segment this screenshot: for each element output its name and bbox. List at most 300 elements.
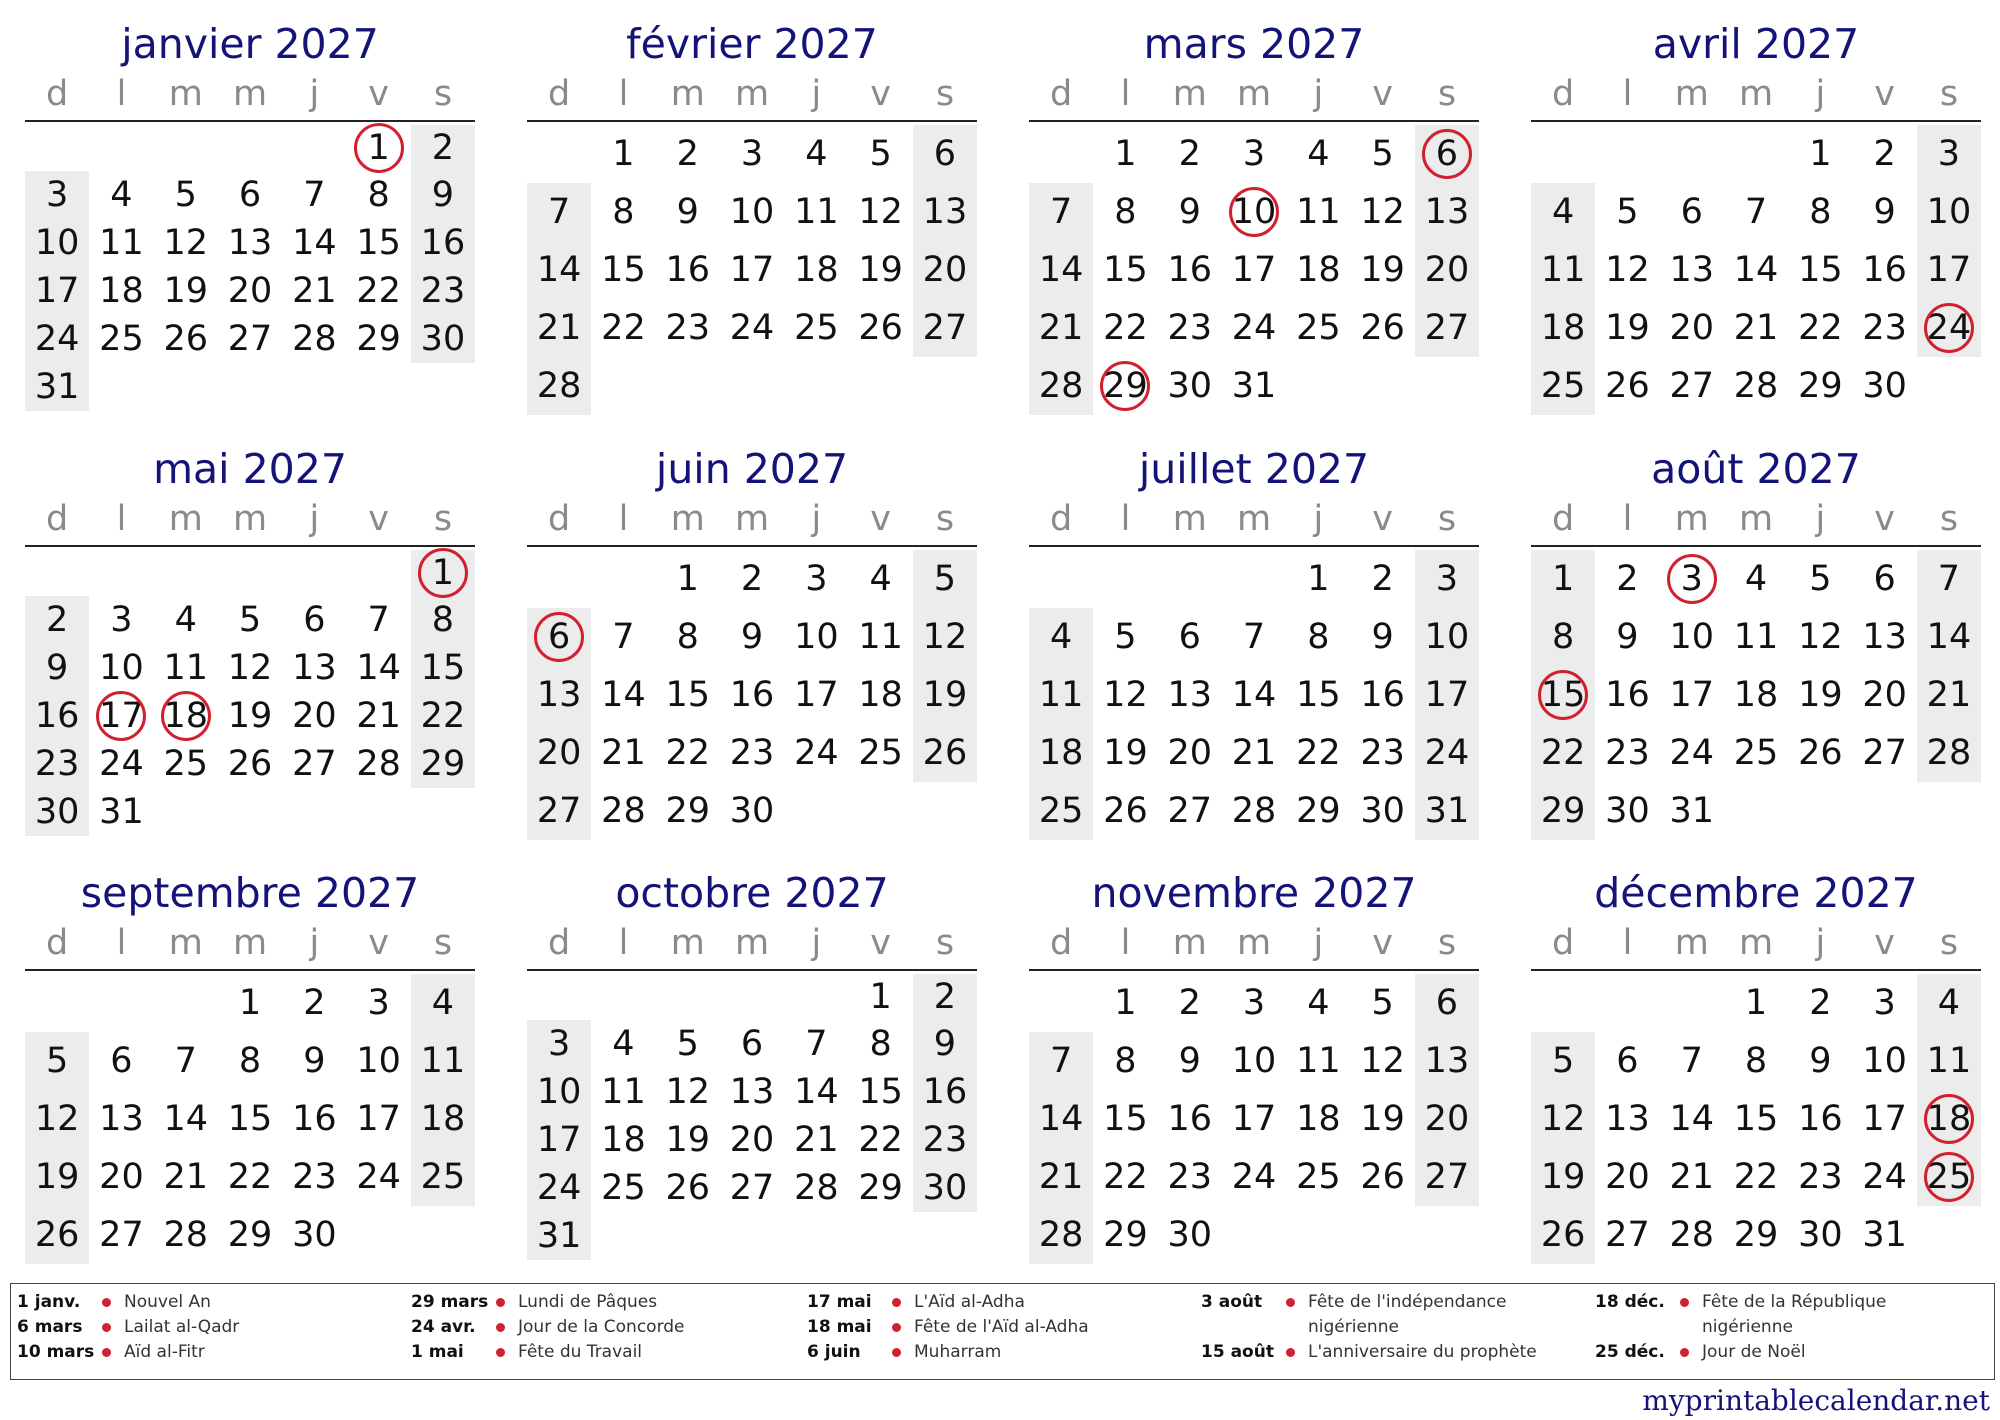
day-cell: 13 xyxy=(292,648,337,688)
day-cell: 3 xyxy=(1873,983,1896,1023)
day-cell: 8 xyxy=(1114,192,1137,232)
legend-holiday-name: Fête du Travail xyxy=(518,1342,643,1362)
day-cell: 23 xyxy=(1167,1157,1213,1197)
day-cell: 17 xyxy=(1669,675,1715,715)
day-cell: 7 xyxy=(1050,1041,1073,1081)
day-cell: 27 xyxy=(292,744,337,784)
day-cell: 22 xyxy=(1103,308,1148,348)
day-cell: 17 xyxy=(794,675,839,715)
day-cell: 3 xyxy=(805,559,828,599)
day-cell: 2 xyxy=(1178,134,1201,174)
weekday-label: l xyxy=(1120,74,1131,114)
legend-holiday-name: L'anniversaire du prophète xyxy=(1308,1342,1537,1362)
weekday-label: s xyxy=(935,499,955,539)
day-cell: 19 xyxy=(1360,250,1405,290)
day-cell: 13 xyxy=(922,192,968,232)
day-cell: 5 xyxy=(238,600,262,640)
day-cell: 17 xyxy=(1424,675,1470,715)
day-cell: 2 xyxy=(1371,559,1394,599)
day-cell: 11 xyxy=(163,648,209,688)
bullet-dot-icon xyxy=(102,1323,111,1332)
legend-holiday-name: Aïd al-Fitr xyxy=(124,1342,205,1362)
weekday-header-row xyxy=(1531,74,1981,114)
day-cell: 19 xyxy=(858,250,903,290)
weekday-label: m xyxy=(1172,499,1207,539)
day-cell: 18 xyxy=(420,1099,466,1139)
day-cell: 21 xyxy=(1669,1157,1715,1197)
weekday-label: l xyxy=(1622,74,1633,114)
day-cell: 30 xyxy=(1862,366,1907,406)
day-cell: 1 xyxy=(1552,559,1575,599)
weekday-label: d xyxy=(1552,923,1575,963)
day-cell: 19 xyxy=(1540,1157,1586,1197)
day-cell: 29 xyxy=(1103,1215,1148,1255)
day-cell: 19 xyxy=(1798,675,1843,715)
day-cell: 20 xyxy=(922,250,968,290)
day-cell: 24 xyxy=(1424,733,1470,773)
day-cell: 21 xyxy=(1038,1157,1084,1197)
day-cell: 20 xyxy=(1605,1157,1650,1197)
bullet-dot-icon xyxy=(1680,1298,1689,1307)
legend-date: 1 janv. xyxy=(17,1292,81,1312)
legend-date: 29 mars xyxy=(411,1292,489,1312)
day-cell: 22 xyxy=(601,308,646,348)
day-cell: 18 xyxy=(794,250,839,290)
day-cell: 14 xyxy=(1669,1099,1715,1139)
day-cell: 9 xyxy=(1371,617,1394,657)
day-cell: 30 xyxy=(729,791,775,831)
day-cell: 7 xyxy=(548,192,571,232)
day-cell: 5 xyxy=(869,134,892,174)
day-cell: 29 xyxy=(1798,366,1843,406)
day-cell: 26 xyxy=(1360,308,1405,348)
day-cell: 24 xyxy=(1231,1157,1277,1197)
day-cell: 13 xyxy=(729,1072,775,1112)
day-cell: 30 xyxy=(420,319,466,359)
day-cell: 14 xyxy=(601,675,646,715)
day-cell: 2 xyxy=(1873,134,1896,174)
weekday-label: s xyxy=(1939,923,1959,963)
weekday-label: v xyxy=(1874,74,1895,114)
weekday-label: v xyxy=(1372,499,1393,539)
day-cell: 24 xyxy=(1231,308,1277,348)
day-cell: 12 xyxy=(227,648,273,688)
day-cell: 10 xyxy=(536,1072,582,1112)
weekday-label: s xyxy=(1939,74,1959,114)
day-cell: 29 xyxy=(1296,791,1341,831)
day-cell: 6 xyxy=(1873,559,1896,599)
day-cell: 10 xyxy=(34,223,80,263)
day-cell: 15 xyxy=(1103,1099,1148,1139)
day-cell: 31 xyxy=(1862,1215,1907,1255)
header-divider xyxy=(1531,120,1981,122)
bullet-dot-icon xyxy=(1286,1298,1295,1307)
day-cell: 14 xyxy=(1926,617,1972,657)
day-cell: 15 xyxy=(1733,1099,1779,1139)
day-cell: 7 xyxy=(174,1041,197,1081)
day-cell: 31 xyxy=(536,1216,582,1256)
day-cell: 9 xyxy=(676,192,699,232)
day-cell: 19 xyxy=(922,675,968,715)
bullet-dot-icon xyxy=(892,1298,901,1307)
weekday-label: v xyxy=(368,923,389,963)
day-cell: 18 xyxy=(1038,733,1084,773)
day-cell: 10 xyxy=(1926,192,1972,232)
header-divider xyxy=(1029,120,1479,122)
day-cell: 28 xyxy=(356,744,401,784)
weekday-label: l xyxy=(1622,923,1633,963)
weekday-label: l xyxy=(116,923,127,963)
day-cell: 10 xyxy=(99,648,144,688)
weekday-label: m xyxy=(670,499,705,539)
day-cell: 12 xyxy=(163,223,209,263)
day-cell: 24 xyxy=(729,308,775,348)
weekday-label: j xyxy=(1815,923,1826,963)
day-cell: 17 xyxy=(1231,250,1277,290)
day-cell: 8 xyxy=(238,1041,262,1081)
day-cell: 9 xyxy=(933,1024,957,1064)
day-cell: 21 xyxy=(292,271,337,311)
day-cell: 3 xyxy=(110,600,133,640)
day-cell: 22 xyxy=(858,1120,903,1160)
weekday-label: m xyxy=(1236,74,1272,114)
day-cell: 22 xyxy=(1733,1157,1779,1197)
day-cell: 2 xyxy=(740,559,764,599)
day-cell: 12 xyxy=(1605,250,1650,290)
day-cell: 15 xyxy=(858,1072,903,1112)
month-day-grid xyxy=(1029,125,1479,415)
weekday-header-row xyxy=(25,923,475,963)
day-cell: 5 xyxy=(1552,1041,1575,1081)
weekday-label: s xyxy=(1939,499,1959,539)
day-cell: 23 xyxy=(1167,308,1213,348)
day-cell: 28 xyxy=(1038,366,1084,406)
day-cell: 4 xyxy=(1744,559,1768,599)
weekday-label: d xyxy=(46,923,69,963)
day-cell: 13 xyxy=(536,675,582,715)
weekday-label: m xyxy=(734,74,770,114)
day-cell: 24 xyxy=(1862,1157,1907,1197)
weekday-header-row xyxy=(527,923,977,963)
weekday-label: j xyxy=(811,74,822,114)
weekday-label: j xyxy=(1313,499,1324,539)
day-cell: 13 xyxy=(1167,675,1213,715)
day-cell: 5 xyxy=(1371,134,1394,174)
month-title: février 2027 xyxy=(626,20,878,68)
day-cell: 24 xyxy=(536,1168,582,1208)
day-cell: 12 xyxy=(34,1099,80,1139)
day-cell: 17 xyxy=(356,1099,401,1139)
weekday-label: l xyxy=(116,499,127,539)
weekday-label: v xyxy=(1372,74,1393,114)
weekday-label: s xyxy=(433,74,453,114)
weekday-label: d xyxy=(548,499,571,539)
day-cell: 10 xyxy=(794,617,839,657)
day-cell: 18 xyxy=(601,1120,646,1160)
day-cell: 1 xyxy=(238,983,262,1023)
day-cell: 27 xyxy=(99,1215,144,1255)
day-cell: 2 xyxy=(1178,983,1201,1023)
month-title: septembre 2027 xyxy=(80,869,420,917)
month-day-grid xyxy=(25,125,475,411)
day-cell: 3 xyxy=(1242,134,1266,174)
month-title: avril 2027 xyxy=(1652,20,1860,68)
site-credit[interactable]: myprintablecalendar.net xyxy=(1642,1384,1990,1417)
day-cell: 28 xyxy=(1926,733,1972,773)
day-cell: 4 xyxy=(869,559,892,599)
legend-holiday-name: Fête de la République nigérienne xyxy=(1702,1292,1887,1337)
day-cell: 7 xyxy=(1680,1041,1703,1081)
day-cell: 2 xyxy=(1616,559,1639,599)
day-cell: 9 xyxy=(431,175,455,215)
day-cell: 19 xyxy=(665,1120,711,1160)
day-cell: 1 xyxy=(367,128,390,168)
day-cell: 7 xyxy=(303,175,326,215)
day-cell: 5 xyxy=(1809,559,1832,599)
day-cell: 16 xyxy=(34,696,80,736)
day-cell: 7 xyxy=(367,600,390,640)
day-cell: 11 xyxy=(601,1072,646,1112)
day-cell: 15 xyxy=(227,1099,273,1139)
day-cell: 30 xyxy=(1360,791,1405,831)
day-cell: 14 xyxy=(1038,1099,1084,1139)
day-cell: 20 xyxy=(1167,733,1213,773)
weekday-label: j xyxy=(1313,74,1324,114)
day-cell: 15 xyxy=(1296,675,1341,715)
day-cell: 4 xyxy=(612,1024,635,1064)
day-cell: 28 xyxy=(1231,791,1277,831)
day-cell: 15 xyxy=(665,675,711,715)
day-cell: 18 xyxy=(1296,1099,1341,1139)
day-cell: 19 xyxy=(227,696,273,736)
weekday-label: v xyxy=(368,499,389,539)
day-cell: 9 xyxy=(1178,1041,1201,1081)
day-cell: 27 xyxy=(1424,308,1470,348)
day-cell: 22 xyxy=(665,733,711,773)
bullet-dot-icon xyxy=(102,1298,111,1307)
day-cell: 13 xyxy=(1669,250,1715,290)
day-cell: 30 xyxy=(292,1215,337,1255)
day-cell: 9 xyxy=(1178,192,1201,232)
day-cell: 18 xyxy=(1540,308,1586,348)
weekday-label: j xyxy=(811,923,822,963)
day-cell: 15 xyxy=(420,648,466,688)
bullet-dot-icon xyxy=(496,1298,505,1307)
weekday-label: l xyxy=(1622,499,1633,539)
legend-holiday-name: Jour de la Concorde xyxy=(518,1317,685,1337)
day-cell: 1 xyxy=(676,559,699,599)
day-cell: 1 xyxy=(612,134,635,174)
weekday-header-row xyxy=(1531,499,1981,539)
day-cell: 13 xyxy=(1424,192,1470,232)
legend-date: 6 juin xyxy=(807,1342,861,1362)
month-title: décembre 2027 xyxy=(1594,869,1918,917)
day-cell: 8 xyxy=(869,1024,892,1064)
header-divider xyxy=(25,969,475,971)
month-title: mai 2027 xyxy=(153,445,347,493)
weekday-label: s xyxy=(433,499,453,539)
day-cell: 6 xyxy=(110,1041,133,1081)
day-cell: 7 xyxy=(612,617,635,657)
day-cell: 26 xyxy=(1605,366,1650,406)
weekday-label: j xyxy=(1815,499,1826,539)
day-cell: 3 xyxy=(1435,559,1459,599)
day-cell: 2 xyxy=(933,977,957,1017)
day-cell: 23 xyxy=(1360,733,1405,773)
day-cell: 18 xyxy=(1296,250,1341,290)
day-cell: 26 xyxy=(227,744,273,784)
day-cell: 8 xyxy=(1114,1041,1137,1081)
day-cell: 31 xyxy=(34,367,80,407)
month-day-grid xyxy=(1531,125,1981,415)
holiday-legend xyxy=(10,1283,1995,1380)
day-cell: 4 xyxy=(431,983,455,1023)
weekday-label: j xyxy=(811,499,822,539)
day-cell: 20 xyxy=(1669,308,1715,348)
weekday-label: v xyxy=(870,923,891,963)
day-cell: 2 xyxy=(46,600,69,640)
day-cell: 1 xyxy=(1307,559,1330,599)
day-cell: 23 xyxy=(922,1120,968,1160)
legend-holiday-name: L'Aïd al-Adha xyxy=(914,1292,1025,1312)
weekday-label: m xyxy=(1172,74,1207,114)
month-day-grid xyxy=(1029,550,1479,840)
day-cell: 14 xyxy=(1733,250,1779,290)
day-cell: 3 xyxy=(740,134,764,174)
day-cell: 22 xyxy=(1296,733,1341,773)
day-cell: 14 xyxy=(1231,675,1277,715)
weekday-label: m xyxy=(232,74,268,114)
legend-date: 1 mai xyxy=(411,1342,464,1362)
day-cell: 16 xyxy=(729,675,775,715)
day-cell: 10 xyxy=(1862,1041,1907,1081)
day-cell: 14 xyxy=(163,1099,209,1139)
day-cell: 2 xyxy=(676,134,699,174)
legend-holiday-name: Fête de l'indépendance nigérienne xyxy=(1308,1292,1507,1337)
day-cell: 19 xyxy=(1360,1099,1405,1139)
day-cell: 25 xyxy=(1926,1157,1972,1197)
day-cell: 3 xyxy=(548,1024,571,1064)
legend-date: 25 déc. xyxy=(1595,1342,1665,1362)
day-cell: 23 xyxy=(1798,1157,1843,1197)
day-cell: 25 xyxy=(858,733,903,773)
day-cell: 27 xyxy=(1862,733,1907,773)
day-cell: 5 xyxy=(46,1041,69,1081)
weekday-label: l xyxy=(116,74,127,114)
header-divider xyxy=(1029,545,1479,547)
day-cell: 24 xyxy=(34,319,80,359)
day-cell: 26 xyxy=(1540,1215,1586,1255)
weekday-label: m xyxy=(1738,499,1774,539)
day-cell: 18 xyxy=(1926,1099,1972,1139)
month-day-grid xyxy=(527,550,977,840)
day-cell: 3 xyxy=(1937,134,1961,174)
day-cell: 28 xyxy=(1038,1215,1084,1255)
weekday-label: m xyxy=(1674,499,1709,539)
weekday-label: s xyxy=(433,923,453,963)
month-title: novembre 2027 xyxy=(1091,869,1417,917)
weekday-header-row xyxy=(1531,923,1981,963)
day-cell: 11 xyxy=(1296,1041,1341,1081)
day-cell: 28 xyxy=(536,366,582,406)
day-cell: 24 xyxy=(1669,733,1715,773)
day-cell: 17 xyxy=(1231,1099,1277,1139)
weekday-label: l xyxy=(618,74,629,114)
weekday-label: m xyxy=(168,923,203,963)
bullet-dot-icon xyxy=(496,1348,505,1357)
day-cell: 13 xyxy=(1862,617,1907,657)
day-cell: 22 xyxy=(1103,1157,1148,1197)
weekday-label: d xyxy=(548,74,571,114)
day-cell: 27 xyxy=(1424,1157,1470,1197)
day-cell: 29 xyxy=(420,744,466,784)
header-divider xyxy=(25,545,475,547)
day-cell: 16 xyxy=(292,1099,337,1139)
day-cell: 20 xyxy=(99,1157,144,1197)
bullet-dot-icon xyxy=(892,1323,901,1332)
weekday-label: m xyxy=(168,499,203,539)
day-cell: 18 xyxy=(1733,675,1779,715)
day-cell: 25 xyxy=(1733,733,1779,773)
month-title: juillet 2027 xyxy=(1138,445,1370,493)
day-cell: 5 xyxy=(933,559,957,599)
weekday-label: s xyxy=(1437,74,1457,114)
day-cell: 8 xyxy=(431,600,455,640)
day-cell: 1 xyxy=(431,553,455,593)
day-cell: 11 xyxy=(1733,617,1779,657)
month-title: mars 2027 xyxy=(1143,20,1365,68)
legend-date: 17 mai xyxy=(807,1292,872,1312)
day-cell: 18 xyxy=(163,696,209,736)
day-cell: 4 xyxy=(1050,617,1073,657)
day-cell: 7 xyxy=(805,1024,828,1064)
day-cell: 9 xyxy=(303,1041,326,1081)
day-cell: 20 xyxy=(1424,1099,1470,1139)
day-cell: 4 xyxy=(1307,134,1330,174)
weekday-header-row xyxy=(25,74,475,114)
day-cell: 29 xyxy=(1103,366,1148,406)
day-cell: 26 xyxy=(163,319,209,359)
day-cell: 8 xyxy=(367,175,390,215)
day-cell: 23 xyxy=(729,733,775,773)
day-cell: 13 xyxy=(1424,1041,1470,1081)
day-cell: 25 xyxy=(1038,791,1084,831)
bullet-dot-icon xyxy=(1286,1348,1295,1357)
day-cell: 21 xyxy=(356,696,401,736)
legend-date: 3 août xyxy=(1201,1292,1263,1312)
day-cell: 8 xyxy=(676,617,699,657)
day-cell: 1 xyxy=(1114,983,1137,1023)
day-cell: 6 xyxy=(1178,617,1201,657)
day-cell: 22 xyxy=(1798,308,1843,348)
day-cell: 9 xyxy=(740,617,764,657)
day-cell: 17 xyxy=(729,250,775,290)
legend-holiday-name: Lailat al-Qadr xyxy=(124,1317,240,1337)
day-cell: 11 xyxy=(1540,250,1586,290)
day-cell: 4 xyxy=(1937,983,1961,1023)
day-cell: 6 xyxy=(238,175,262,215)
day-cell: 21 xyxy=(794,1120,839,1160)
day-cell: 14 xyxy=(794,1072,839,1112)
legend-date: 10 mars xyxy=(17,1342,95,1362)
day-cell: 18 xyxy=(99,271,144,311)
weekday-label: j xyxy=(309,74,320,114)
month-day-grid xyxy=(527,125,977,415)
day-cell: 12 xyxy=(1103,675,1148,715)
month-day-grid xyxy=(527,974,977,1260)
day-cell: 28 xyxy=(1733,366,1779,406)
weekday-label: d xyxy=(548,923,571,963)
